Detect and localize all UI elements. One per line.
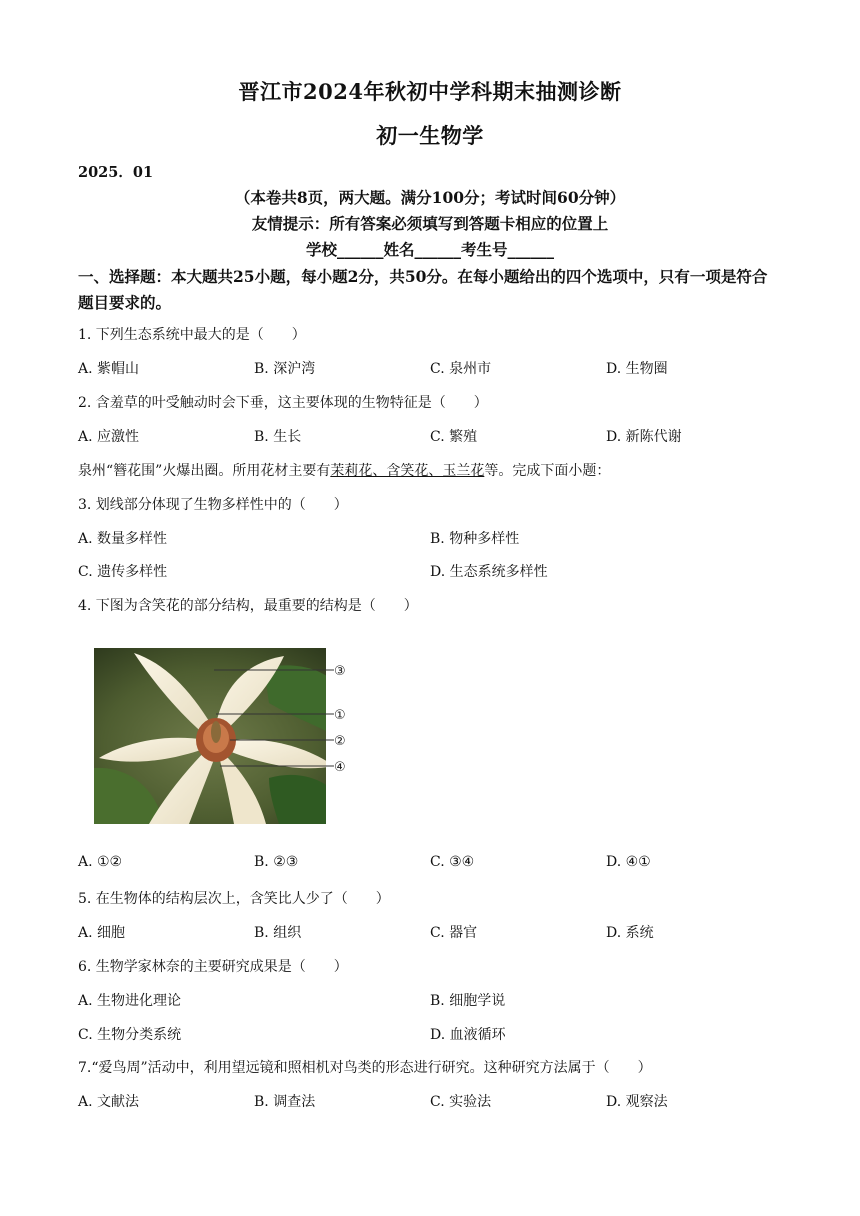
passage-after: 等。完成下面小题：: [484, 463, 611, 479]
figure-label-2: ②: [334, 734, 346, 749]
question-7-option-d: D. 观察法: [606, 1094, 668, 1110]
question-7-option-c: C. 实验法: [430, 1094, 492, 1110]
exam-tip: 友情提示：所有答案必须填写到答题卡相应的位置上: [251, 214, 609, 233]
question-1-stem: 1. 下列生态系统中最大的是（ ）: [78, 327, 306, 343]
section-heading: 一、选择题：本大题共25小题，每小题2分，共50分。在每小题给出的四个选项中，只有一项是符合题目要求的。: [78, 267, 768, 312]
question-4-stem: 4. 下图为含笑花的部分结构，最重要的结构是（ ）: [78, 598, 418, 614]
question-7-option-a: A. 文献法: [78, 1094, 140, 1110]
question-6-option-d: D. 血液循环: [430, 1027, 506, 1043]
question-3-option-d: D. 生态系统多样性: [430, 564, 548, 580]
exam-title: 晋江市2024年秋初中学科期末抽测诊断: [238, 79, 622, 104]
question-7-stem: 7.“爱鸟周”活动中，利用望远镜和照相机对鸟类的形态进行研究。这种研究方法属于（ ）: [78, 1060, 652, 1076]
pistil-shape: [211, 721, 221, 743]
question-2-option-d: D. 新陈代谢: [606, 429, 682, 445]
question-5-stem: 5. 在生物体的结构层次上，含笑比人少了（ ）: [78, 891, 390, 907]
question-4-option-c: C. ③④: [430, 854, 475, 870]
question-2-option-a: A. 应激性: [78, 429, 140, 445]
figure-label-3: ③: [334, 664, 346, 679]
question-6-stem: 6. 生物学家林奈的主要研究成果是（ ）: [78, 959, 348, 975]
question-1-option-a: A. 紫帽山: [78, 361, 140, 377]
exam-date: 2025．01: [78, 164, 154, 181]
question-1-option-c: C. 泉州市: [430, 361, 492, 377]
question-2-stem: 2. 含羞草的叶受触动时会下垂，这主要体现的生物特征是（ ）: [78, 395, 488, 411]
question-3-option-a: A. 数量多样性: [78, 531, 168, 547]
question-7-option-b: B. 调查法: [254, 1094, 316, 1110]
question-6-option-c: C. 生物分类系统: [78, 1027, 182, 1043]
question-4-option-d: D. ④①: [606, 854, 651, 870]
student-fields: 学校______姓名______考生号______: [305, 240, 554, 259]
question-5-option-c: C. 器官: [430, 925, 478, 941]
question-2-option-c: C. 繁殖: [430, 429, 478, 445]
exam-subject: 初一生物学: [376, 123, 484, 148]
question-3-option-c: C. 遗传多样性: [78, 564, 168, 580]
question-2-option-b: B. 生长: [254, 429, 302, 445]
question-4-option-b: B. ②③: [254, 854, 299, 870]
figure-label-1: ①: [334, 708, 346, 723]
flower-figure: [94, 648, 349, 824]
passage-before: 泉州“簪花围”火爆出圈。所用花材主要有: [78, 463, 331, 479]
question-3-option-b: B. 物种多样性: [430, 531, 520, 547]
question-1-option-b: B. 深沪湾: [254, 361, 316, 377]
question-6-option-b: B. 细胞学说: [430, 993, 506, 1009]
exam-info: （本卷共8页，两大题。满分100分；考试时间60分钟）: [234, 188, 626, 207]
passage-text: [78, 460, 610, 480]
question-5-option-d: D. 系统: [606, 925, 654, 941]
question-1-option-d: D. 生物圈: [606, 361, 668, 377]
question-3-stem: 3. 划线部分体现了生物多样性中的（ ）: [78, 497, 348, 513]
figure-label-4: ④: [334, 760, 346, 775]
question-5-option-b: B. 组织: [254, 925, 302, 941]
question-6-option-a: A. 生物进化理论: [78, 993, 182, 1009]
question-5-option-a: A. 细胞: [78, 925, 126, 941]
passage-underlined: 茉莉花、含笑花、玉兰花: [330, 463, 485, 479]
question-4-option-a: A. ①②: [78, 854, 123, 870]
